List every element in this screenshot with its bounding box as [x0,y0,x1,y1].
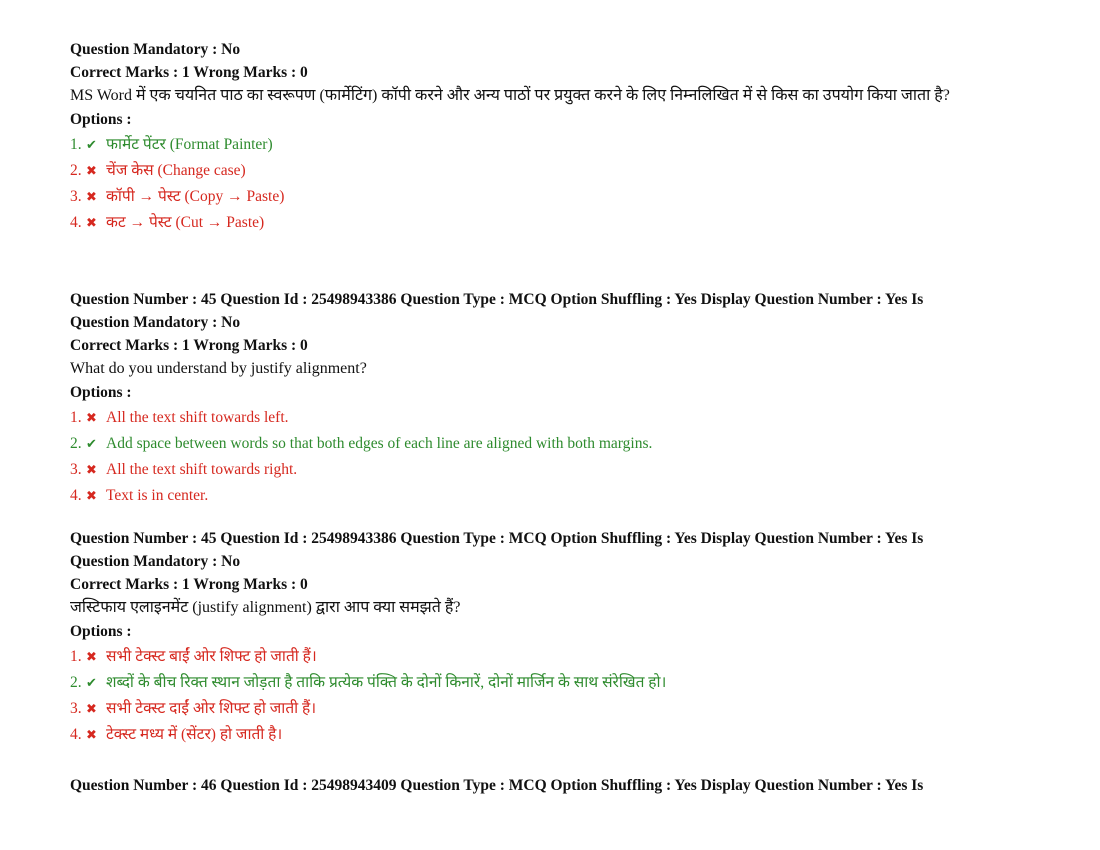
option-text: Add space between words so that both edges of each line are aligned with both margins. [106,435,653,452]
option-4 [70,210,1030,236]
option-text: All the text shift towards left. [106,409,289,426]
option-number: 1. [70,136,82,153]
mandatory-meta: Question Mandatory : No [70,553,241,570]
question-block-3 [70,527,1030,748]
option-text: कट → पेस्ट (Cut → Paste) [106,214,265,231]
option-text: सभी टेक्स्ट बाईं ओर शिफ्ट हो जाती हैं। [106,648,317,665]
option-1 [70,132,1030,158]
option-number: 4. [70,487,82,504]
option-4 [70,483,1030,509]
question-text: MS Word में एक चयनित पाठ का स्वरूपण (फार्मेटिंग) कॉपी करने और अन्य पाठों पर प्रयुक्त करने के लिए निम्नलिखित में से किस का उपयोग किया जाता है? [70,87,950,104]
cross-icon: ✖ [86,488,97,503]
cross-icon: ✖ [86,649,97,664]
option-number: 1. [70,648,82,665]
option-number: 2. [70,674,82,691]
cross-icon: ✖ [86,163,97,178]
option-number: 4. [70,214,82,231]
question-text: What do you understand by justify alignment? [70,360,367,377]
cross-icon: ✖ [86,189,97,204]
option-number: 3. [70,700,82,717]
marks-meta: Correct Marks : 1 Wrong Marks : 0 [70,337,308,354]
question-meta: Question Number : 46 Question Id : 25498943409 Question Type : MCQ Option Shuffling : Yes Display Question Number : Yes Is [70,777,924,794]
option-3 [70,696,1030,722]
option-4 [70,722,1030,748]
question-block-2 [70,288,1030,509]
marks-meta: Correct Marks : 1 Wrong Marks : 0 [70,64,308,81]
check-icon: ✔ [86,675,97,690]
question-block-1 [70,38,1030,236]
option-1 [70,405,1030,431]
question-meta: Question Number : 45 Question Id : 25498943386 Question Type : MCQ Option Shuffling : Yes Display Question Number : Yes Is [70,530,924,547]
option-number: 4. [70,726,82,743]
option-text: सभी टेक्स्ट दाईं ओर शिफ्ट हो जाती हैं। [106,700,317,717]
cross-icon: ✖ [86,462,97,477]
option-number: 1. [70,409,82,426]
option-2 [70,670,1030,696]
cross-icon: ✖ [86,215,97,230]
option-text: फार्मेट पेंटर (Format Painter) [106,136,273,153]
option-text: All the text shift towards right. [106,461,298,478]
option-2 [70,431,1030,457]
question-block-4 [70,774,1030,797]
cross-icon: ✖ [86,701,97,716]
option-text: शब्दों के बीच रिक्त स्थान जोड़ता है ताकि प्रत्येक पंक्ति के दोनों किनारें, दोनों मार्जिन के साथ संरेखित हो। [106,674,667,691]
marks-meta: Correct Marks : 1 Wrong Marks : 0 [70,576,308,593]
cross-icon: ✖ [86,727,97,742]
option-number: 2. [70,162,82,179]
option-1 [70,644,1030,670]
option-number: 2. [70,435,82,452]
check-icon: ✔ [86,137,97,152]
cross-icon: ✖ [86,410,97,425]
check-icon: ✔ [86,436,97,451]
option-3 [70,457,1030,483]
option-text: टेक्स्ट मध्य में (सेंटर) हो जाती है। [106,726,283,743]
options-label: Options : [70,623,132,640]
option-text: Text is in center. [106,487,209,504]
option-2 [70,158,1030,184]
option-3 [70,184,1030,210]
option-text: कॉपी → पेस्ट (Copy → Paste) [106,188,285,205]
question-meta: Question Mandatory : No [70,41,241,58]
question-text: जस्टिफाय एलाइनमेंट (justify alignment) द्वारा आप क्या समझते हैं? [70,599,461,616]
option-number: 3. [70,461,82,478]
options-label: Options : [70,111,132,128]
option-number: 3. [70,188,82,205]
option-text: चेंज केस (Change case) [106,162,246,179]
question-meta: Question Number : 45 Question Id : 25498943386 Question Type : MCQ Option Shuffling : Yes Display Question Number : Yes Is [70,291,924,308]
options-label: Options : [70,384,132,401]
mandatory-meta: Question Mandatory : No [70,314,241,331]
